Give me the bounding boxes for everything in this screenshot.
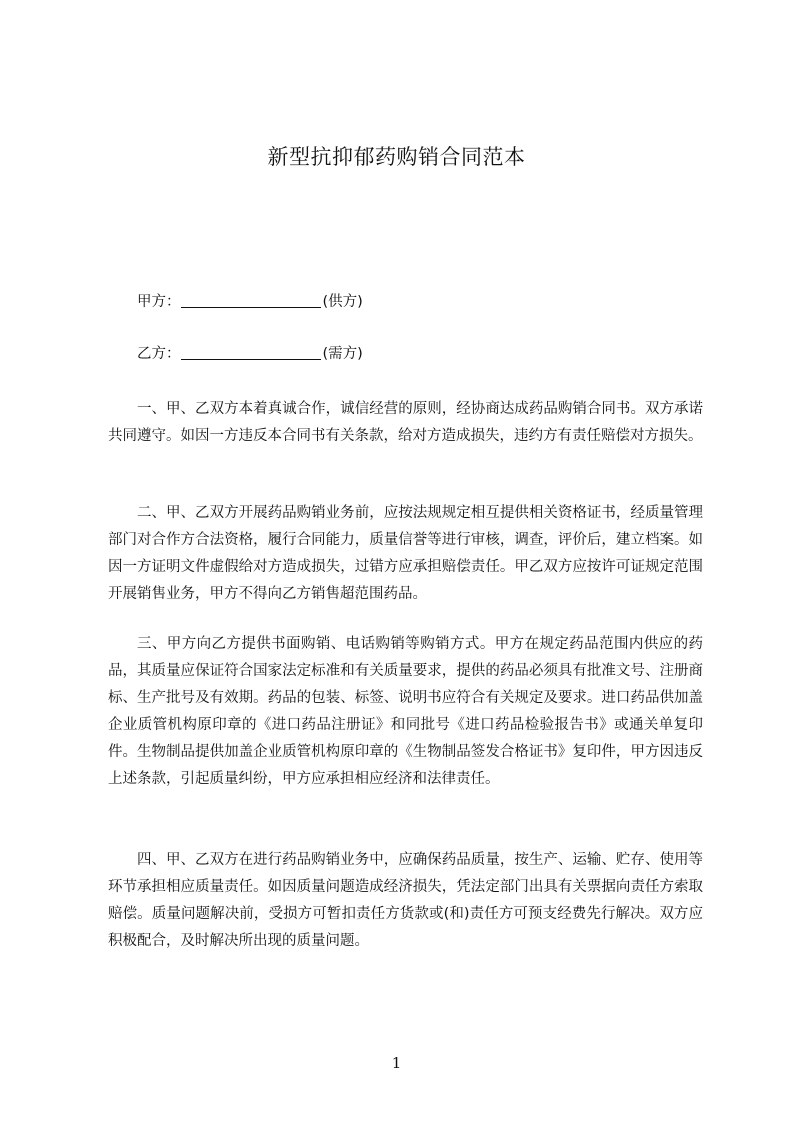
party-a-line: [137, 291, 363, 313]
party-b-role: (需方): [322, 346, 363, 362]
clause-4: 四、甲、乙双方在进行药品购销业务中，应确保药品质量，按生产、运输、贮存、使用等环节承担相应质量责任。如因质量问题造成经济损失，凭法定部门出具有关票据向责任方索取赔偿。质量问题解决前，受损方可暂扣责任方货款或(和)责任方可预支经费先行解决。双方应积极配合，及时解决所出现的质量问题。: [108, 852, 703, 949]
clause-3: 三、甲方向乙方提供书面购销、电话购销等购销方式。甲方在规定药品范围内供应的药品，其质量应保证符合国家法定标准和有关质量要求，提供的药品必须具有批准文号、注册商标、生产批号及有效期。药品的包装、标签、说明书应符合有关规定及要求。进口药品供加盖企业质管机构原印章的《进口药品注册证》和同批号《进口药品检验报告书》或通关单复印件。生物制品提供加盖企业质管机构原印章的《生物制品签发合格证书》复印件，甲方因违反上述条款，引起质量纠纷，甲方应承担相应经济和法律责任。: [108, 636, 703, 787]
page-number: 1: [391, 1054, 402, 1072]
party-b-label: 乙方：: [137, 346, 181, 362]
page-title: 新型抗抑郁药购销合同范本: [267, 145, 526, 169]
clause-2: 二、甲、乙双方开展药品购销业务前，应按法规规定相互提供相关资格证书，经质量管理部门对合作方合法资格，履行合同能力，质量信誉等进行审核，调查，评价后，建立档案。如因一方证明文件虚假给对方造成损失，过错方应承担赔偿责任。甲乙双方应按许可证规定范围开展销售业务，甲方不得向乙方销售超范围药品。: [108, 505, 703, 602]
party-a-blank: [181, 291, 321, 308]
party-b-line: [137, 343, 363, 365]
party-a-role: (供方): [322, 294, 363, 310]
clause-1: 一、甲、乙双方本着真诚合作，诚信经营的原则，经协商达成药品购销合同书。双方承诺共同遵守。如因一方违反本合同书有关条款，给对方造成损失，违约方有责任赔偿对方损失。: [108, 401, 703, 444]
party-a-label: 甲方：: [137, 294, 181, 310]
party-b-blank: [181, 343, 321, 360]
